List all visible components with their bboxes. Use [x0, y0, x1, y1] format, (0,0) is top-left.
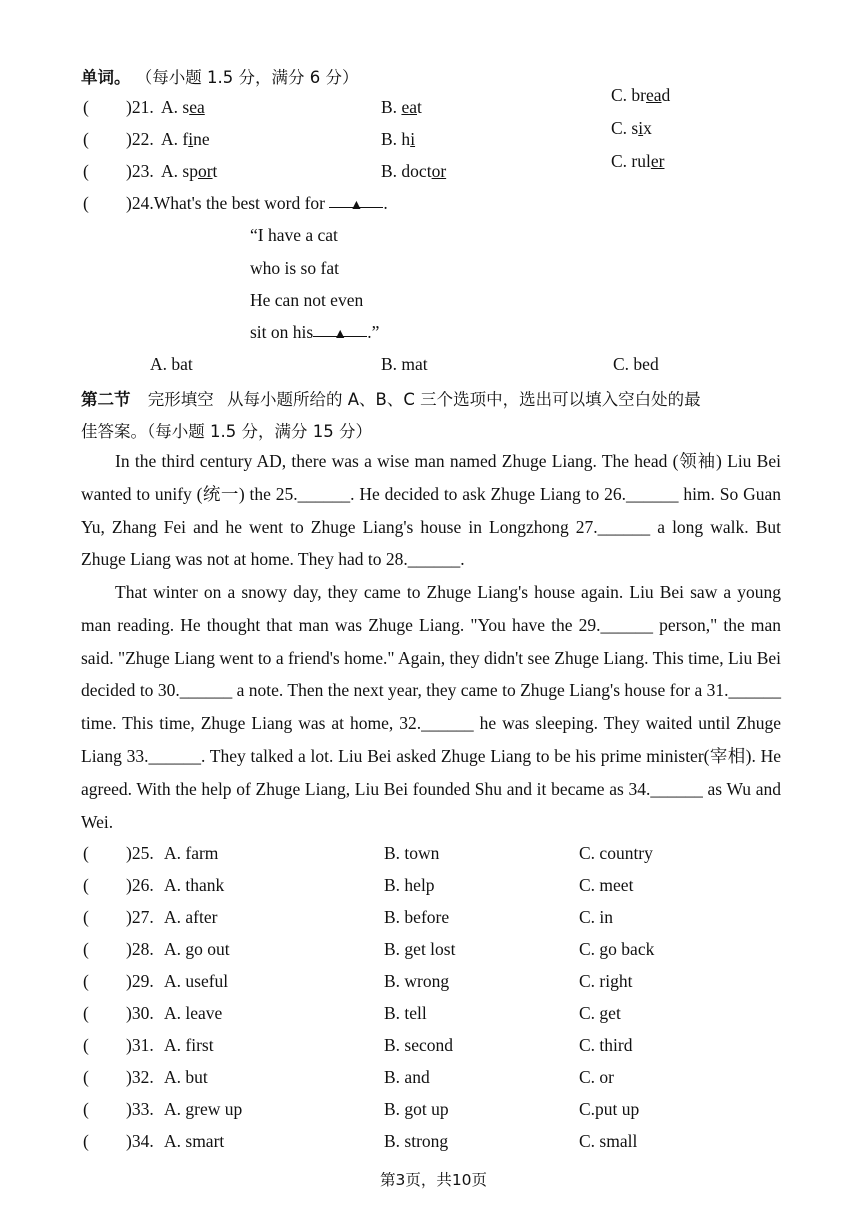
- triangle-marker-icon: ▲: [349, 198, 364, 213]
- triangle-marker-icon: ▲: [333, 327, 348, 342]
- answer-paren[interactable]: (: [83, 1131, 89, 1151]
- option-b[interactable]: B. get lost: [384, 939, 456, 959]
- question-number: )28.: [126, 939, 154, 959]
- answer-paren[interactable]: (: [83, 1067, 89, 1087]
- answer-paren[interactable]: (: [83, 971, 89, 991]
- page-number: 第3页，共10页: [379, 1171, 488, 1189]
- option-b[interactable]: B. got up: [384, 1099, 449, 1119]
- answer-paren[interactable]: (: [83, 843, 89, 863]
- option-a[interactable]: A. first: [164, 1035, 214, 1055]
- option-b[interactable]: B. doctor: [381, 161, 447, 181]
- option-c[interactable]: C. right: [579, 971, 633, 991]
- option-a[interactable]: A. but: [164, 1067, 208, 1087]
- option-c[interactable]: C. six: [611, 118, 652, 138]
- poem-line-3: He can not even: [250, 290, 364, 310]
- section-vocab-heading: [81, 64, 358, 88]
- poem-blank[interactable]: [313, 322, 367, 342]
- poem-line-2: who is so fat: [250, 258, 339, 278]
- option-b[interactable]: B. tell: [384, 1003, 427, 1023]
- option-a[interactable]: A. grew up: [164, 1099, 243, 1119]
- poem-line-4: [250, 322, 379, 343]
- question-number: )31.: [126, 1035, 154, 1055]
- option-b[interactable]: B. wrong: [384, 971, 450, 991]
- option-a[interactable]: A. sea: [161, 97, 205, 117]
- poem-line-4-text: sit on his: [250, 322, 314, 342]
- answer-paren[interactable]: (: [83, 1099, 89, 1119]
- answer-paren[interactable]: (: [83, 1035, 89, 1055]
- question-number: )27.: [126, 907, 154, 927]
- section-cloze-instruction-2: 佳答案。（每小题 1.5 分，满分 15 分）: [81, 422, 372, 441]
- section-cloze-number: 第二节: [81, 390, 131, 409]
- option-b[interactable]: B. and: [384, 1067, 430, 1087]
- option-b[interactable]: B. hi: [381, 129, 416, 149]
- question-number: )21.: [126, 97, 154, 117]
- option-b[interactable]: B. before: [384, 907, 450, 927]
- option-a[interactable]: A. smart: [164, 1131, 225, 1151]
- option-a[interactable]: A. after: [164, 907, 218, 927]
- answer-paren[interactable]: (: [83, 161, 89, 181]
- poem-line-1: “I have a cat: [250, 225, 338, 245]
- section-cloze-heading: [81, 386, 701, 410]
- question-stem: [126, 193, 388, 214]
- section-cloze-instruction: 从每小题所给的 A、B、C 三个选项中，选出可以填入空白处的最: [227, 390, 701, 409]
- option-b[interactable]: B. eat: [381, 97, 422, 117]
- option-c[interactable]: C. small: [579, 1131, 638, 1151]
- option-a[interactable]: A. useful: [164, 971, 229, 991]
- option-b[interactable]: B. help: [384, 875, 435, 895]
- question-number: )33.: [126, 1099, 154, 1119]
- section-cloze-title: 完形填空: [147, 390, 214, 409]
- option-a[interactable]: A. sport: [161, 161, 218, 181]
- option-b[interactable]: B. town: [384, 843, 440, 863]
- question-number: )30.: [126, 1003, 154, 1023]
- option-a[interactable]: A. bat: [150, 354, 193, 374]
- option-a[interactable]: A. thank: [164, 875, 225, 895]
- answer-paren[interactable]: (: [83, 875, 89, 895]
- question-number: )34.: [126, 1131, 154, 1151]
- option-a[interactable]: A. farm: [164, 843, 219, 863]
- section-vocab-points: （每小题 1.5 分，满分 6 分）: [135, 68, 359, 87]
- answer-blank[interactable]: [329, 193, 383, 213]
- answer-paren[interactable]: (: [83, 193, 89, 213]
- question-number: )25.: [126, 843, 154, 863]
- option-c[interactable]: C. meet: [579, 875, 634, 895]
- option-c[interactable]: C. country: [579, 843, 653, 863]
- option-c[interactable]: C. bed: [613, 354, 659, 374]
- option-c[interactable]: C. third: [579, 1035, 633, 1055]
- option-c[interactable]: C. bread: [611, 85, 671, 105]
- question-number: )29.: [126, 971, 154, 991]
- option-c[interactable]: C. or: [579, 1067, 614, 1087]
- option-c[interactable]: C. get: [579, 1003, 621, 1023]
- answer-paren[interactable]: (: [83, 1003, 89, 1023]
- section-vocab-title: 单词。: [81, 68, 131, 87]
- answer-paren[interactable]: (: [83, 907, 89, 927]
- option-a[interactable]: A. leave: [164, 1003, 223, 1023]
- passage-paragraph-1: In the third century AD, there was a wise man named Zhuge Liang. The head (领袖) Liu Bei wanted to unify (统一) the 25.______. He decided to ask Zhuge Liang to 26.______ him. So Guan Yu, Zhang Fei and he went to Zhuge Liang's house in Longzhong 27.______ a long walk. But Zhuge Liang was not at home. They had to 28.______.: [81, 451, 781, 570]
- option-c[interactable]: C.put up: [579, 1099, 640, 1119]
- question-number: )23.: [126, 161, 154, 181]
- question-stem-text: )24.What's the best word for: [126, 193, 326, 213]
- option-c[interactable]: C. ruler: [611, 151, 665, 171]
- stem-period: .: [383, 193, 388, 213]
- poem-end: .”: [367, 322, 380, 342]
- option-c[interactable]: C. go back: [579, 939, 655, 959]
- passage-paragraph-2: That winter on a snowy day, they came to Zhuge Liang's house again. Liu Bei saw a young man reading. He thought that man was Zhuge Liang. "You have the 29.______ person," the man said. "Zhuge Liang went to a friend's home." Again, they didn't see Zhuge Liang. This time, Liu Bei decided to 30.______ a note. Then the next year, they came to Zhuge Liang's house for a 31.______ time. This time, Zhuge Liang was at home, 32.______ he was sleeping. They waited until Zhuge Liang 33.______. They talked a lot. Liu Bei asked Zhuge Liang to be his prime minister(宰相). He agreed. With the help of Zhuge Liang, Liu Bei founded Shu and it became as 34.______ as Wu and Wei.: [81, 582, 781, 832]
- answer-paren[interactable]: (: [83, 129, 89, 149]
- option-b[interactable]: B. strong: [384, 1131, 449, 1151]
- answer-paren[interactable]: (: [83, 939, 89, 959]
- answer-paren[interactable]: (: [83, 97, 89, 117]
- option-b[interactable]: B. mat: [381, 354, 428, 374]
- option-a[interactable]: A. go out: [164, 939, 230, 959]
- question-number: )26.: [126, 875, 154, 895]
- option-b[interactable]: B. second: [384, 1035, 454, 1055]
- question-number: )22.: [126, 129, 154, 149]
- question-number: )32.: [126, 1067, 154, 1087]
- option-c[interactable]: C. in: [579, 907, 614, 927]
- option-a[interactable]: A. fine: [161, 129, 210, 149]
